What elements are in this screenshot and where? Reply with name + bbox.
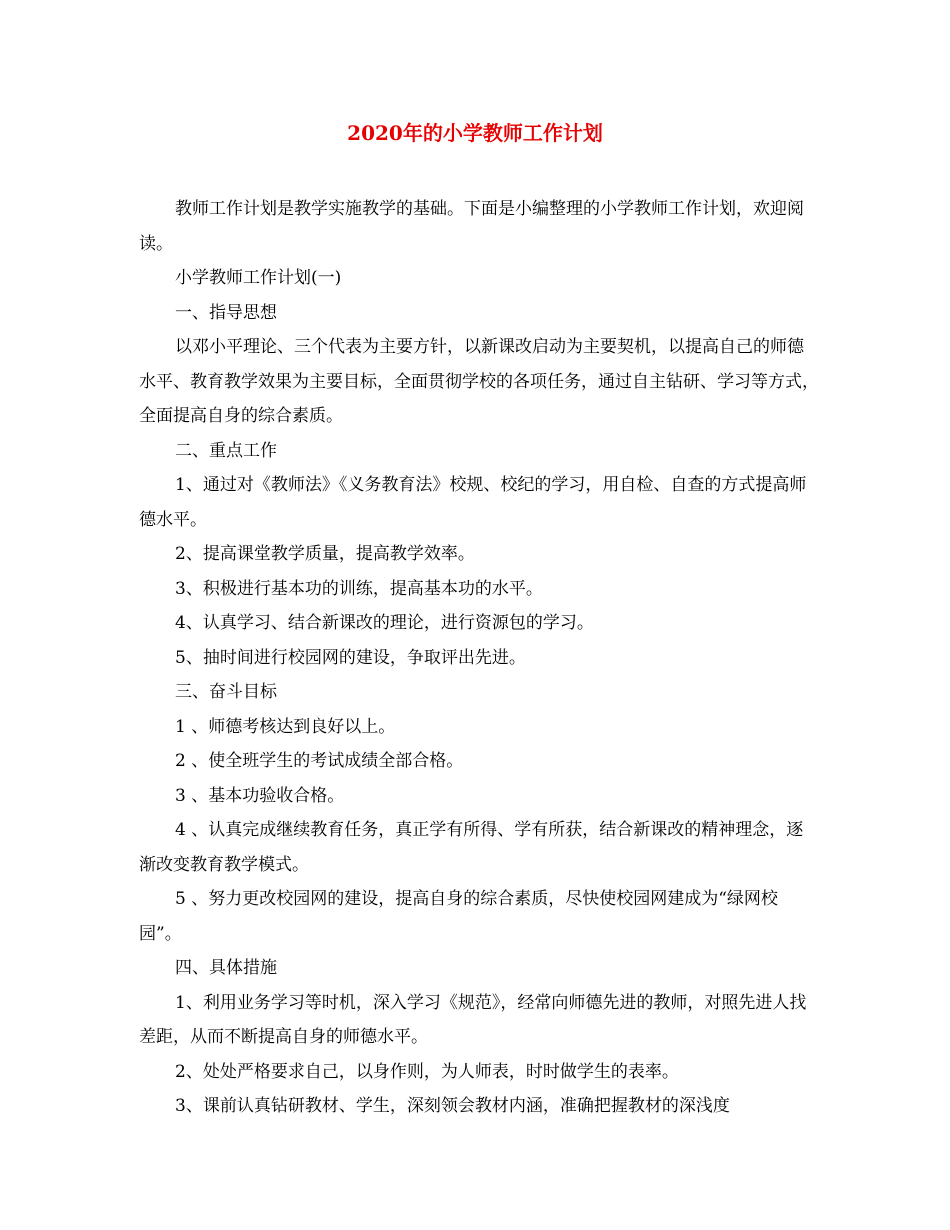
list-item-goal-2: 2 、使全班学生的考试成绩全部合格。 (175, 751, 464, 771)
paragraph-intro: 教师工作计划是教学实施教学的基础。下面是小编整理的小学教师工作计划，欢迎阅读。 (139, 199, 804, 254)
list-item-goal-5: 5 、努力更改校园网的建设，提高自身的综合素质，尽快使校园网建成为“绿网校园”。 (139, 889, 778, 944)
section-heading-measures: 四、具体措施 (175, 958, 277, 978)
paragraph-guiding-ideology: 以邓小平理论、三个代表为主要方针，以新课改启动为主要契机，以提高自己的师德水平、教育教学效果为主要目标，全面贯彻学校的各项任务，通过自主钻研、学习等方式，全面提高自身的综合素质。 (139, 337, 819, 426)
section-heading-plan-one: 小学教师工作计划(一) (175, 268, 342, 288)
list-item-measure-1: 1、利用业务学习等时机，深入学习《规范》，经常向师德先进的教师，对照先进人找差距，从而不断提高自身的师德水平。 (139, 992, 807, 1047)
list-item-key-work-4: 4、认真学习、结合新课改的理论，进行资源包的学习。 (175, 613, 594, 633)
list-item-measure-2: 2、处处严格要求自己，以身作则，为人师表，时时做学生的表率。 (175, 1061, 679, 1082)
list-item-key-work-5: 5、抽时间进行校园网的建设，争取评出先进。 (175, 647, 526, 668)
list-item-goal-1: 1 、师德考核达到良好以上。 (175, 716, 396, 737)
list-item-goal-3: 3 、基本功验收合格。 (175, 785, 345, 806)
list-item-goal-4: 4 、认真完成继续教育任务，真正学有所得、学有所获，结合新课改的精神理念，逐渐改变教育教学模式。 (139, 820, 804, 875)
list-item-key-work-2: 2、提高课堂教学质量，提高教学效率。 (175, 544, 475, 564)
document-body (139, 192, 819, 1124)
list-item-key-work-3: 3、积极进行基本功的训练，提高基本功的水平。 (175, 578, 543, 599)
section-heading-key-work: 二、重点工作 (175, 440, 277, 461)
section-heading-goals: 三、奋斗目标 (175, 682, 277, 702)
document-title: 2020年的小学教师工作计划 (347, 121, 603, 145)
list-item-key-work-1: 1、通过对《教师法》《义务教育法》校规、校纪的学习，用自检、自查的方式提高师德水平。 (139, 475, 807, 530)
section-heading-guiding-ideology: 一、指导思想 (175, 302, 277, 323)
list-item-measure-3: 3、课前认真钻研教材、学生，深刻领会教材内涵，准确把握教材的深浅度 (175, 1096, 730, 1116)
